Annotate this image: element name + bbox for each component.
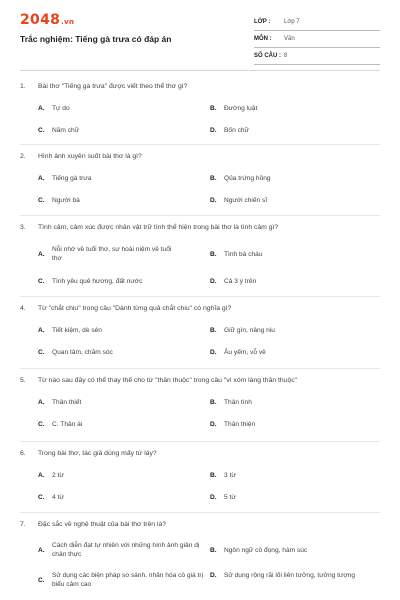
option-a[interactable] (38, 104, 202, 113)
option-c[interactable] (38, 126, 202, 135)
question-number: 4. (20, 305, 26, 312)
meta-info (254, 14, 380, 65)
option-b[interactable] (210, 471, 374, 480)
option-letter: D. (210, 349, 217, 356)
question-stem: Từ "chắt chiu" trong câu "Dành từng quả chắt chiu" có nghĩa gì? (38, 305, 232, 312)
option-text: Sử dụng rộng rãi lối liên tưởng, tưởng tượng (224, 572, 356, 579)
option-b[interactable] (210, 174, 374, 183)
question-text (20, 152, 380, 161)
meta-row-count (254, 48, 380, 65)
option-letter: D. (210, 278, 217, 285)
option-text: Năm chữ (52, 127, 80, 134)
option-text: Tiết kiệm, dè sẻn (52, 327, 102, 334)
logo-suffix: .vn (61, 18, 75, 26)
option-d[interactable] (210, 277, 374, 286)
option-letter: C. (38, 127, 45, 134)
question-text (20, 520, 380, 529)
option-b[interactable] (210, 398, 374, 407)
option-letter: D. (210, 197, 217, 204)
option-letter: C. (38, 197, 45, 204)
option-d[interactable] (210, 126, 374, 135)
option-text: Người chiến sĩ (224, 197, 268, 204)
option-text: Giữ gìn, nâng niu (224, 327, 275, 334)
question-stem: Từ nào sau đây có thể thay thế cho từ "thân thuộc" trong câu "vì xóm làng thân thuộc" (38, 377, 298, 384)
question-text (20, 223, 380, 232)
option-c[interactable] (38, 348, 202, 357)
meta-row-class (254, 14, 380, 31)
option-text: 5 từ (224, 494, 236, 501)
page-title: Trắc nghiệm: Tiếng gà trưa có đáp án (20, 34, 172, 44)
option-letter: B. (210, 175, 217, 182)
option-text: 3 từ (224, 472, 236, 479)
meta-value: Văn (284, 36, 295, 42)
question-text (20, 304, 380, 313)
question-divider (20, 144, 380, 145)
option-letter: C. (38, 576, 45, 584)
option-a[interactable] (38, 471, 202, 480)
option-letter: D. (210, 127, 217, 134)
option-d[interactable] (210, 571, 379, 580)
meta-label: LỚP : (254, 19, 271, 25)
option-c[interactable] (38, 493, 202, 502)
question-divider (20, 296, 380, 297)
option-text: Thân thiết (52, 399, 82, 406)
option-a[interactable] (38, 326, 202, 335)
option-letter: C. (38, 278, 45, 285)
option-a[interactable] (38, 245, 182, 263)
option-letter: A. (38, 175, 45, 182)
meta-label: MÔN : (254, 36, 272, 42)
option-text: Đường luật (224, 105, 258, 112)
option-text: Cách diễn đạt tự nhiên với những hình ảnh giản dị chân thực (52, 542, 200, 558)
option-letter: A. (38, 546, 45, 554)
option-letter: A. (38, 399, 45, 406)
option-letter: A. (38, 105, 45, 112)
option-b[interactable] (210, 104, 374, 113)
question-number: 2. (20, 153, 26, 160)
option-c[interactable] (38, 420, 202, 429)
option-text: Tiếng gà trưa (52, 175, 92, 182)
question-text (20, 449, 380, 458)
option-text: Cả 3 ý trên (224, 278, 257, 285)
meta-row-subject (254, 31, 380, 48)
option-letter: D. (210, 572, 217, 579)
option-text: Tự do (52, 105, 70, 112)
option-b[interactable] (210, 250, 374, 259)
option-text: Qủa trứng hồng (224, 175, 271, 182)
option-text: Quan tâm, chăm sóc (52, 349, 113, 356)
logo-text: 2048 (20, 12, 61, 28)
question-stem: Hình ảnh xuyên suốt bài thơ là gì? (38, 153, 142, 160)
question-divider (20, 441, 380, 442)
option-c[interactable] (38, 571, 207, 589)
option-letter: A. (38, 250, 45, 258)
option-letter: A. (38, 472, 45, 479)
meta-value: Lớp 7 (284, 19, 300, 25)
option-text: Âu yếm, vỗ về (224, 349, 266, 356)
option-letter: D. (210, 421, 217, 428)
question-text (20, 82, 380, 91)
question-stem: Đặc sắc về nghệ thuật của bài thơ trên là? (38, 521, 167, 528)
option-d[interactable] (210, 196, 374, 205)
option-text: Thân tình (224, 399, 252, 406)
question-number: 7. (20, 521, 26, 528)
option-text: Tình bà cháu (224, 251, 263, 258)
question-number: 6. (20, 450, 26, 457)
option-text: Nỗi nhớ về tuổi thơ, sự hoài niệm về tuổi thơ (52, 246, 172, 262)
option-c[interactable] (38, 196, 202, 205)
option-d[interactable] (210, 493, 374, 502)
option-d[interactable] (210, 420, 374, 429)
option-text: 4 từ (52, 494, 64, 501)
option-letter: C. (38, 421, 45, 428)
question-divider (20, 215, 380, 216)
option-letter: D. (210, 494, 217, 501)
option-b[interactable] (210, 546, 374, 555)
site-logo[interactable] (20, 12, 74, 28)
option-c[interactable] (38, 277, 202, 286)
option-letter: B. (210, 472, 217, 479)
option-text: C. Thân ái (52, 421, 83, 428)
option-text: 2 từ (52, 472, 64, 479)
option-b[interactable] (210, 326, 374, 335)
option-text: Sử dụng các biện pháp so sánh, nhân hóa có giá trị biểu cảm cao (52, 572, 204, 588)
question-divider (20, 368, 380, 369)
option-text: Bốn chữ (224, 127, 249, 134)
option-a[interactable] (38, 541, 207, 559)
option-letter: A. (38, 327, 45, 334)
option-letter: B. (210, 251, 217, 258)
header-divider (20, 70, 380, 71)
option-text: Tình yêu quê hương, đất nước (52, 278, 143, 285)
option-text: Thân thiện (224, 421, 256, 428)
option-text: Ngôn ngữ cô đọng, hàm súc (224, 547, 308, 554)
question-stem: Tình cảm, cảm xúc được nhân vật trữ tình thể hiện trong bài thơ là tình cảm gì? (38, 224, 279, 231)
meta-value: 8 (284, 53, 288, 59)
option-text: Người bà (52, 197, 80, 204)
question-text (20, 376, 380, 385)
question-number: 1. (20, 83, 26, 90)
option-letter: B. (210, 105, 217, 112)
option-a[interactable] (38, 398, 202, 407)
question-stem: Trong bài thơ, tác giả dùng mấy từ láy? (38, 450, 157, 457)
question-divider (20, 512, 380, 513)
question-number: 3. (20, 224, 26, 231)
option-letter: B. (210, 399, 217, 406)
option-letter: C. (38, 349, 45, 356)
question-number: 5. (20, 377, 26, 384)
option-a[interactable] (38, 174, 202, 183)
option-letter: C. (38, 494, 45, 501)
question-stem: Bài thơ "Tiếng gà trưa" được viết theo thể thơ gì? (38, 83, 188, 90)
option-d[interactable] (210, 348, 374, 357)
meta-label: SỐ CÂU : (254, 53, 281, 59)
option-letter: B. (210, 327, 217, 334)
option-letter: B. (210, 547, 217, 554)
page-header (0, 0, 400, 66)
